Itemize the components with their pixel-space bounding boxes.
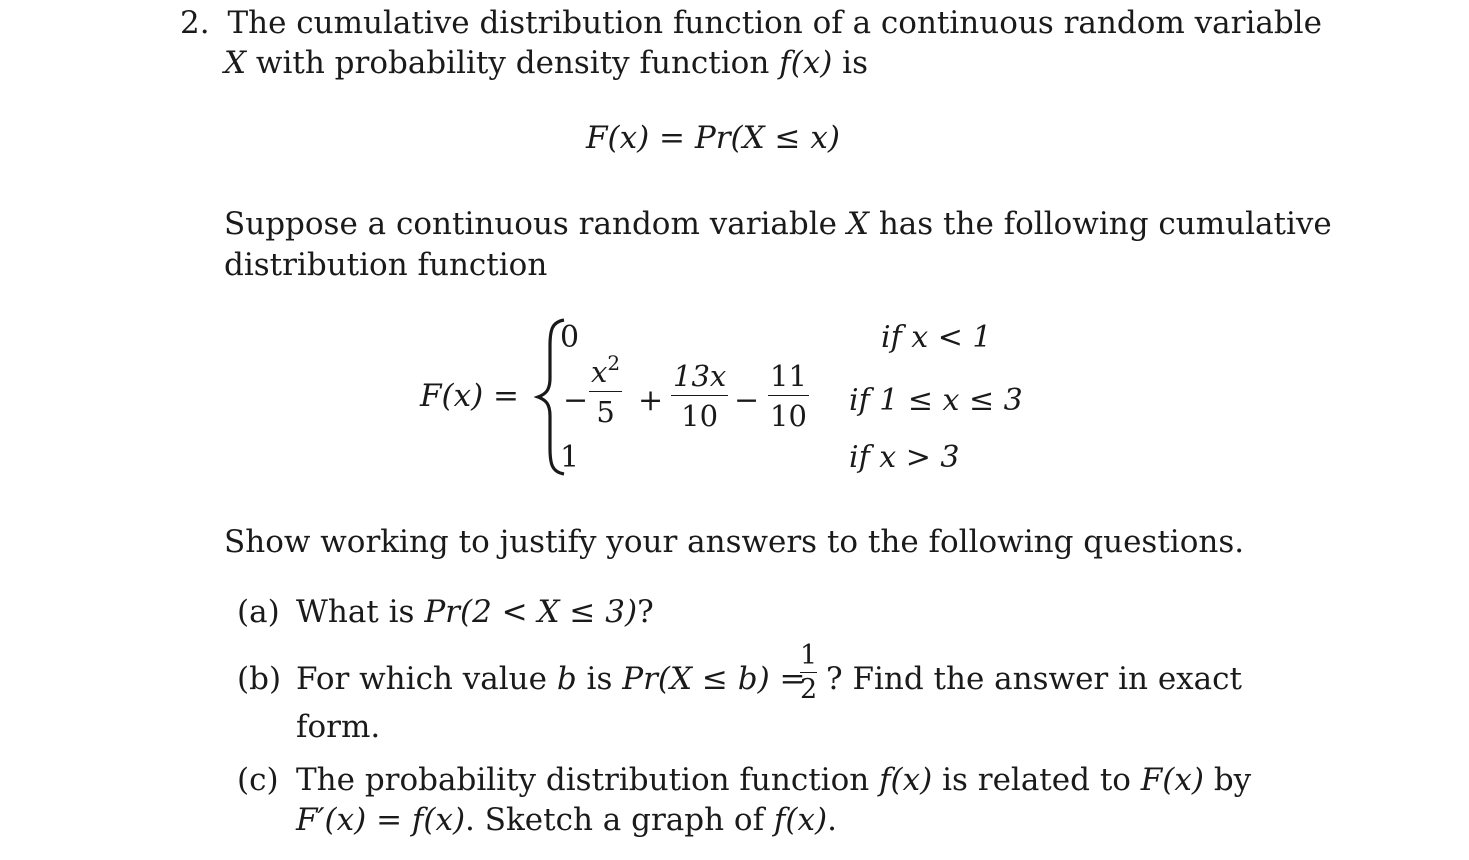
frac2-denominator: 10 [681,399,719,433]
piecewise-lhs: F(x) = [420,378,520,414]
part-c-text-b: is related to [932,762,1141,798]
part-c-end: . [827,802,837,838]
part-a-prefix: What is [296,594,425,630]
part-c-Fx: F(x) [1140,762,1204,798]
case2-fraction-13x-over-10 [671,359,728,433]
suppose-line2: distribution function [224,247,548,283]
part-c-fx-2: f(x) [773,802,828,838]
part-a-text [296,594,654,630]
question-intro-line1 [180,5,1322,41]
part-b-line2: form. [296,709,381,745]
part-c-label: (c) [237,762,279,798]
intro-var-x: X [224,45,247,81]
case2-fraction-11-over-10 [768,359,809,433]
intro-fx: f(x) [779,45,833,81]
part-a-suffix: ? [637,594,654,630]
suppose-line1 [224,206,1332,242]
frac1-numerator: x [591,355,608,389]
case3-condition: if x > 3 [849,440,960,475]
part-c-fx: f(x) [879,762,933,798]
part-a-label: (a) [237,594,280,630]
case2-fraction-x2-over-5 [589,351,622,429]
case1-value: 0 [560,320,580,355]
question-number: 2. [180,5,210,41]
instruction-text: Show working to justify your answers to the following questions. [224,524,1245,560]
frac1-exponent: 2 [607,351,621,375]
part-b-label: (b) [237,661,282,697]
case2-minus: − [563,383,589,418]
frac3-denominator: 10 [770,399,807,433]
half-numerator: 1 [800,640,818,671]
part-c-line2 [296,802,837,838]
part-b-fraction-half [800,642,817,703]
part-c-line1 [296,762,1251,798]
intro-text-1: The cumulative distribution function of a continuous random variable [227,5,1322,41]
case2-plus: + [638,383,664,418]
part-c-text-c: by [1203,762,1252,798]
question-intro-line2 [224,45,868,81]
part-c-derivative: F′(x) = f(x) [296,802,466,838]
part-b-mid: is [576,661,623,697]
cdf-definition-equation: F(x) = Pr(X ≤ x) [586,120,840,156]
suppose-text-b: has the following cumulative [868,206,1332,242]
half-bar [800,672,817,673]
part-b-var: b [556,661,577,697]
frac3-numerator: 11 [770,359,807,393]
frac2-numerator: 13x [673,359,727,393]
part-c-text-d: . Sketch a graph of [465,802,774,838]
part-b-after: ? Find the answer in exact [826,661,1242,697]
suppose-var-x: X [846,206,869,242]
part-b-math: Pr(X ≤ b) = [622,661,806,697]
intro-text-3: is [832,45,868,81]
suppose-text-a: Suppose a continuous random variable [224,206,847,242]
case1-condition: if x < 1 [881,320,992,355]
case2-condition: if 1 ≤ x ≤ 3 [849,383,1023,418]
part-b-text-start [296,661,806,697]
half-denominator: 2 [800,674,818,705]
case3-value: 1 [560,440,580,475]
intro-text-2: with probability density function [246,45,780,81]
part-c-text-a: The probability distribution function [296,762,880,798]
frac1-denominator: 5 [596,395,615,429]
case2-minus-2: − [734,383,760,418]
part-a-math: Pr(2 < X ≤ 3) [424,594,638,630]
part-b-prefix: For which value [296,661,557,697]
